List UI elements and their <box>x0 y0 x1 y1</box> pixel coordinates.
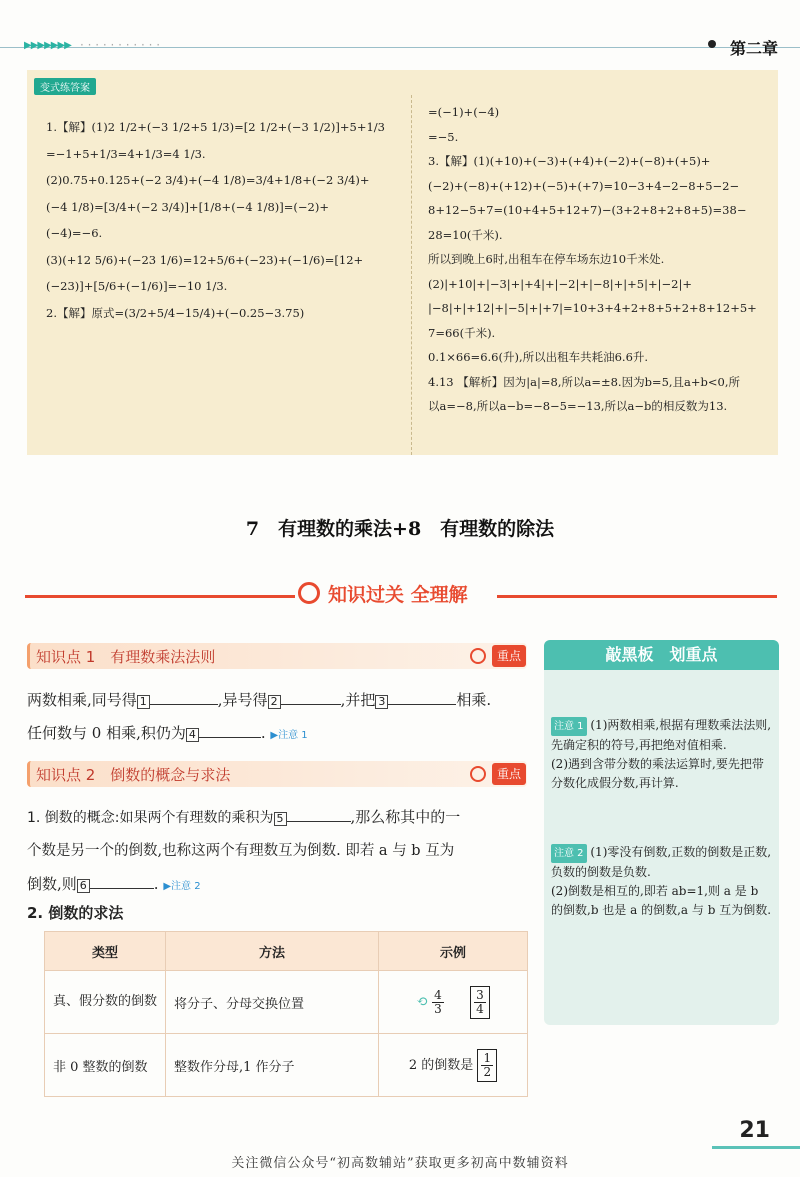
side-panel-title: 敲黑板 划重点 <box>544 640 779 670</box>
table-cell: 将分子、分母交换位置 <box>166 971 379 1034</box>
answer-line: |−8|+|+12|+|−5|+|+7|=10+3+4+2+8+5+2+8+12+5+ <box>428 301 757 315</box>
answers-left-column <box>46 114 406 326</box>
side-note-text: (1)两数相乘,根据有理数乘法法则,先确定积的符号,再把绝对值相乘. (2)遇到含带分数的乘法运算时,要先把带分数化成假分数,再计算. <box>551 718 772 790</box>
answer-blank[interactable] <box>150 704 218 705</box>
fraction: $\frac{1}{2}$ <box>477 1049 497 1082</box>
answers-tag: 变式练答案 <box>34 78 96 95</box>
table-cell: 真、假分数的倒数 <box>45 971 166 1034</box>
kp1-text: 任何数与 0 相乘,积仍为 <box>27 724 186 742</box>
kp2-text: . <box>153 875 159 893</box>
note-tag: 注意 1 <box>551 717 587 736</box>
answer-line: 7=66(千米). <box>428 325 496 340</box>
reciprocal-table <box>44 931 528 1097</box>
kp2-body <box>27 801 532 903</box>
kp1-text: ,并把 <box>340 691 376 709</box>
table-cell <box>379 1034 528 1097</box>
answer-line: 1.【解】(1)2 1/2+(−3 1/2+5 1/3)=[2 1/2+(−3 1/2)]+5+1/3 <box>46 120 385 134</box>
table-cell <box>379 971 528 1034</box>
blank-number: 2 <box>268 695 281 709</box>
note-tag: 注意 2 <box>551 844 587 863</box>
blank-number: 4 <box>186 728 199 742</box>
answers-divider <box>411 95 412 455</box>
answer-blank[interactable] <box>199 737 261 738</box>
answer-line: 28=10(千米). <box>428 227 503 242</box>
side-note <box>551 843 773 920</box>
note-link[interactable]: ▶注意 1 <box>270 730 308 741</box>
kp1-text: 两数相乘,同号得 <box>27 691 137 709</box>
answer-line: 所以到晚上6时,出租车在停车场东边10千米处. <box>428 252 665 266</box>
kp1-text: . <box>260 724 266 742</box>
side-note-text: (1)零没有倒数,正数的倒数是正数,负数的倒数是负数. (2)倒数是相互的,即若 ab=1,则 a 是 b 的倒数,b 也是 a 的倒数,a 与 b 互为倒数. <box>551 845 772 917</box>
blank-number: 1 <box>137 695 150 709</box>
kp1-body <box>27 684 537 752</box>
answer-blank[interactable] <box>388 704 456 705</box>
answer-line: (−4 1/8)=[3/4+(−2 3/4)]+[1/8+(−4 1/8)]=(−2)+ <box>46 199 329 214</box>
answer-line: 0.1×66=6.6(升),所以出租车共耗油6.6升. <box>428 350 649 364</box>
kp1-text: 相乘. <box>456 691 492 709</box>
header-dots: · · · · · · · · · · · <box>80 38 161 52</box>
fraction: $\frac{3}{4}$ <box>470 986 490 1019</box>
answer-line: (−2)+(−8)+(+12)+(−5)+(+7)=10−3+4−2−8+5−2− <box>428 178 740 193</box>
kp1-label: 知识点 1 有理数乘法法则 <box>36 648 216 666</box>
answer-line: 以a=−8,所以a−b=−8−5=−13,所以a−b的相反数为13. <box>428 399 728 413</box>
answer-line: =(−1)+(−4) <box>428 105 500 119</box>
answer-line: 4.13 【解析】因为|a|=8,所以a=±8.因为b=5,且a+b<0,所 <box>428 374 741 389</box>
header-arrows-icon: ▶▶▶▶▶▶▶ <box>24 40 71 51</box>
table-header: 类型 <box>45 932 166 971</box>
kp2-badge: 重点 <box>492 763 526 785</box>
page-number: 21 <box>739 1118 770 1143</box>
answer-line: (−23)]+[5/6+(−1/6)]=−10 1/3. <box>46 279 228 293</box>
kp2-text: ,那么称其中的一 <box>350 808 461 826</box>
kp2-text: 个数是另一个的倒数,也称这两个有理数互为倒数. 即若 a 与 b 互为 <box>27 843 455 859</box>
table-cell: 非 0 整数的倒数 <box>45 1034 166 1097</box>
table-row <box>45 971 528 1034</box>
answer-line: 2.【解】原式=(3/2+5/4−15/4)+(−0.25−3.75) <box>46 305 305 320</box>
chapter-bullet-icon <box>708 40 716 48</box>
side-note <box>551 716 773 793</box>
chapter-label: 第二章 <box>729 39 778 58</box>
kp2-text: 1. 倒数的概念:如果两个有理数的乘积为 <box>27 810 274 826</box>
side-panel <box>544 640 779 1025</box>
banner-rule-right <box>497 595 777 598</box>
target-icon <box>470 766 486 782</box>
answer-line: (−4)=−6. <box>46 226 103 240</box>
kp2-text: 倒数,则 <box>27 875 77 893</box>
answers-right-column <box>428 100 773 419</box>
answer-line: 8+12−5+7=(10+4+5+12+7)−(3+2+8+2+8+5)=38− <box>428 203 747 217</box>
fraction: $\frac{4}{3}$ <box>434 987 442 1016</box>
table-row <box>45 1034 528 1097</box>
swap-arrow-icon: ⟲ <box>416 993 429 1010</box>
kp2-subtitle: 2. 倒数的求法 <box>27 904 124 922</box>
spiral-icon <box>298 582 320 604</box>
answer-line: =−5. <box>428 129 459 144</box>
answer-line: 3.【解】(1)(+10)+(−3)+(+4)+(−2)+(−8)+(+5)+ <box>428 154 711 168</box>
page-number-rule <box>712 1146 800 1149</box>
kp2-label: 知识点 2 倒数的概念与求法 <box>36 766 231 784</box>
blank-number: 6 <box>77 879 90 893</box>
blank-number: 3 <box>375 695 388 709</box>
answer-line: (3)(+12 5/6)+(−23 1/6)=12+5/6+(−23)+(−1/6)=[12+ <box>46 252 364 267</box>
blank-number: 5 <box>274 812 287 826</box>
answer-line: (2)|+10|+|−3|+|+4|+|−2|+|−8|+|+5|+|−2|+ <box>428 276 692 291</box>
answer-blank[interactable] <box>287 821 351 822</box>
answer-line: =−1+5+1/3=4+1/3=4 1/3. <box>46 146 206 161</box>
note-link[interactable]: ▶注意 2 <box>163 881 201 892</box>
example-text: 2 的倒数是 <box>408 1057 474 1073</box>
banner-rule-left <box>25 595 295 598</box>
kp1-badge: 重点 <box>492 645 526 667</box>
answer-blank[interactable] <box>90 888 154 889</box>
kp1-text: ,异号得 <box>217 691 268 709</box>
section-title: 7 有理数的乘法+8 有理数的除法 <box>245 518 555 540</box>
answer-blank[interactable] <box>281 704 341 705</box>
target-icon <box>470 648 486 664</box>
banner-title: 知识过关 全理解 <box>328 584 468 606</box>
footer-note: 关注微信公众号“初高数辅站”获取更多初高中数辅资料 <box>231 1156 569 1171</box>
table-header: 方法 <box>166 932 379 971</box>
table-cell: 整数作分母,1 作分子 <box>166 1034 379 1097</box>
table-header: 示例 <box>379 932 528 971</box>
answer-line: (2)0.75+0.125+(−2 3/4)+(−4 1/8)=3/4+1/8+(−2 3/4)+ <box>46 173 370 187</box>
